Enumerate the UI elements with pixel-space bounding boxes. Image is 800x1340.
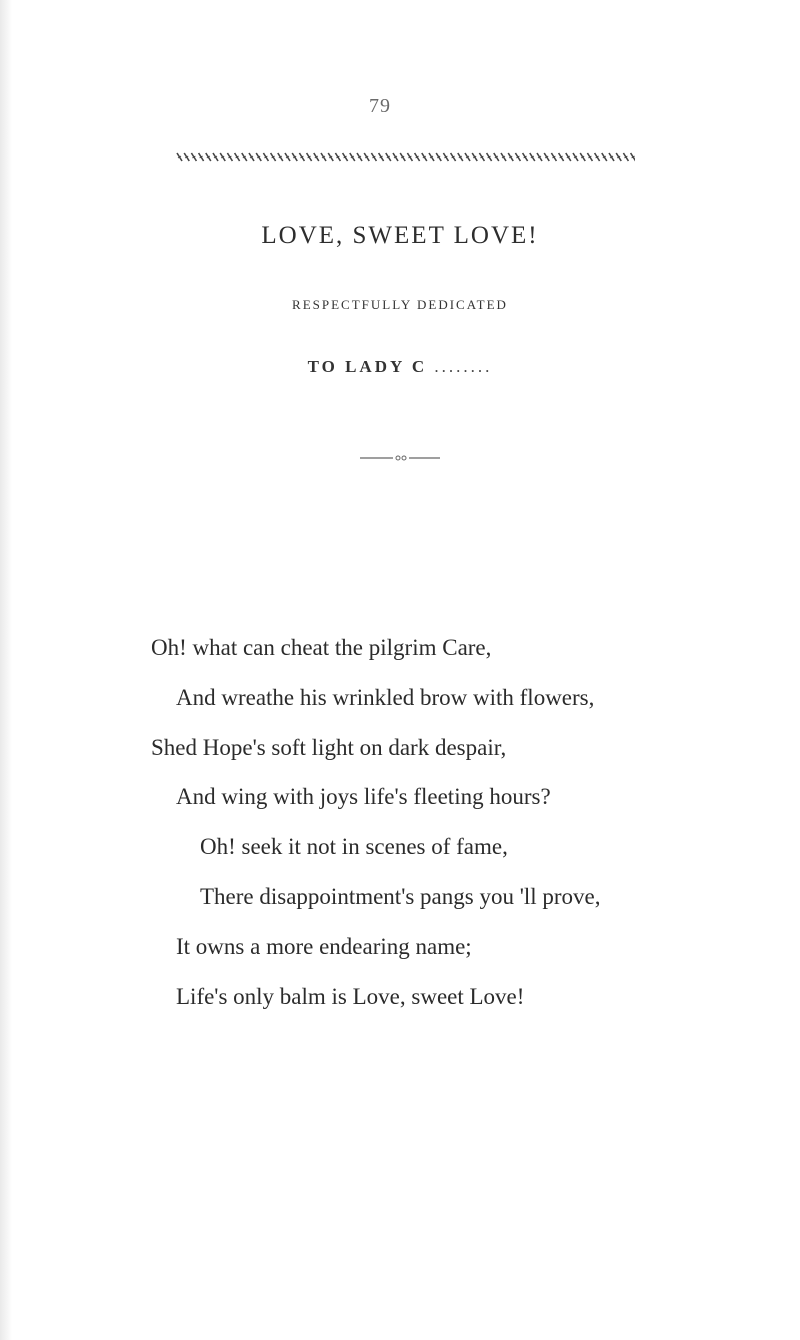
addressee-name: TO LADY C	[307, 357, 428, 376]
poem-line: Oh! what can cheat the pilgrim Care,	[151, 635, 492, 660]
poem-line: Life's only balm is Love, sweet Love!	[176, 984, 525, 1009]
poem-line: It owns a more endearing name;	[176, 934, 472, 959]
poem-line: Shed Hope's soft light on dark despair,	[151, 735, 507, 760]
page-number: 79	[369, 95, 391, 117]
addressee-line	[0, 357, 800, 377]
poem-line: There disappointment's pangs you 'll prove,	[200, 884, 601, 909]
page-spine-shadow	[0, 0, 12, 1340]
addressee-dots: ........	[434, 357, 493, 376]
decorative-divider	[345, 452, 455, 462]
poem-line: And wreathe his wrinkled brow with flowers,	[176, 685, 595, 710]
poem-line: And wing with joys life's fleeting hours?	[176, 784, 551, 809]
poem-title: LOVE, SWEET LOVE!	[261, 222, 539, 249]
ornamental-rule	[175, 150, 635, 164]
dedication-line: RESPECTFULLY DEDICATED	[292, 297, 508, 312]
poem-line: Oh! seek it not in scenes of fame,	[200, 834, 508, 859]
